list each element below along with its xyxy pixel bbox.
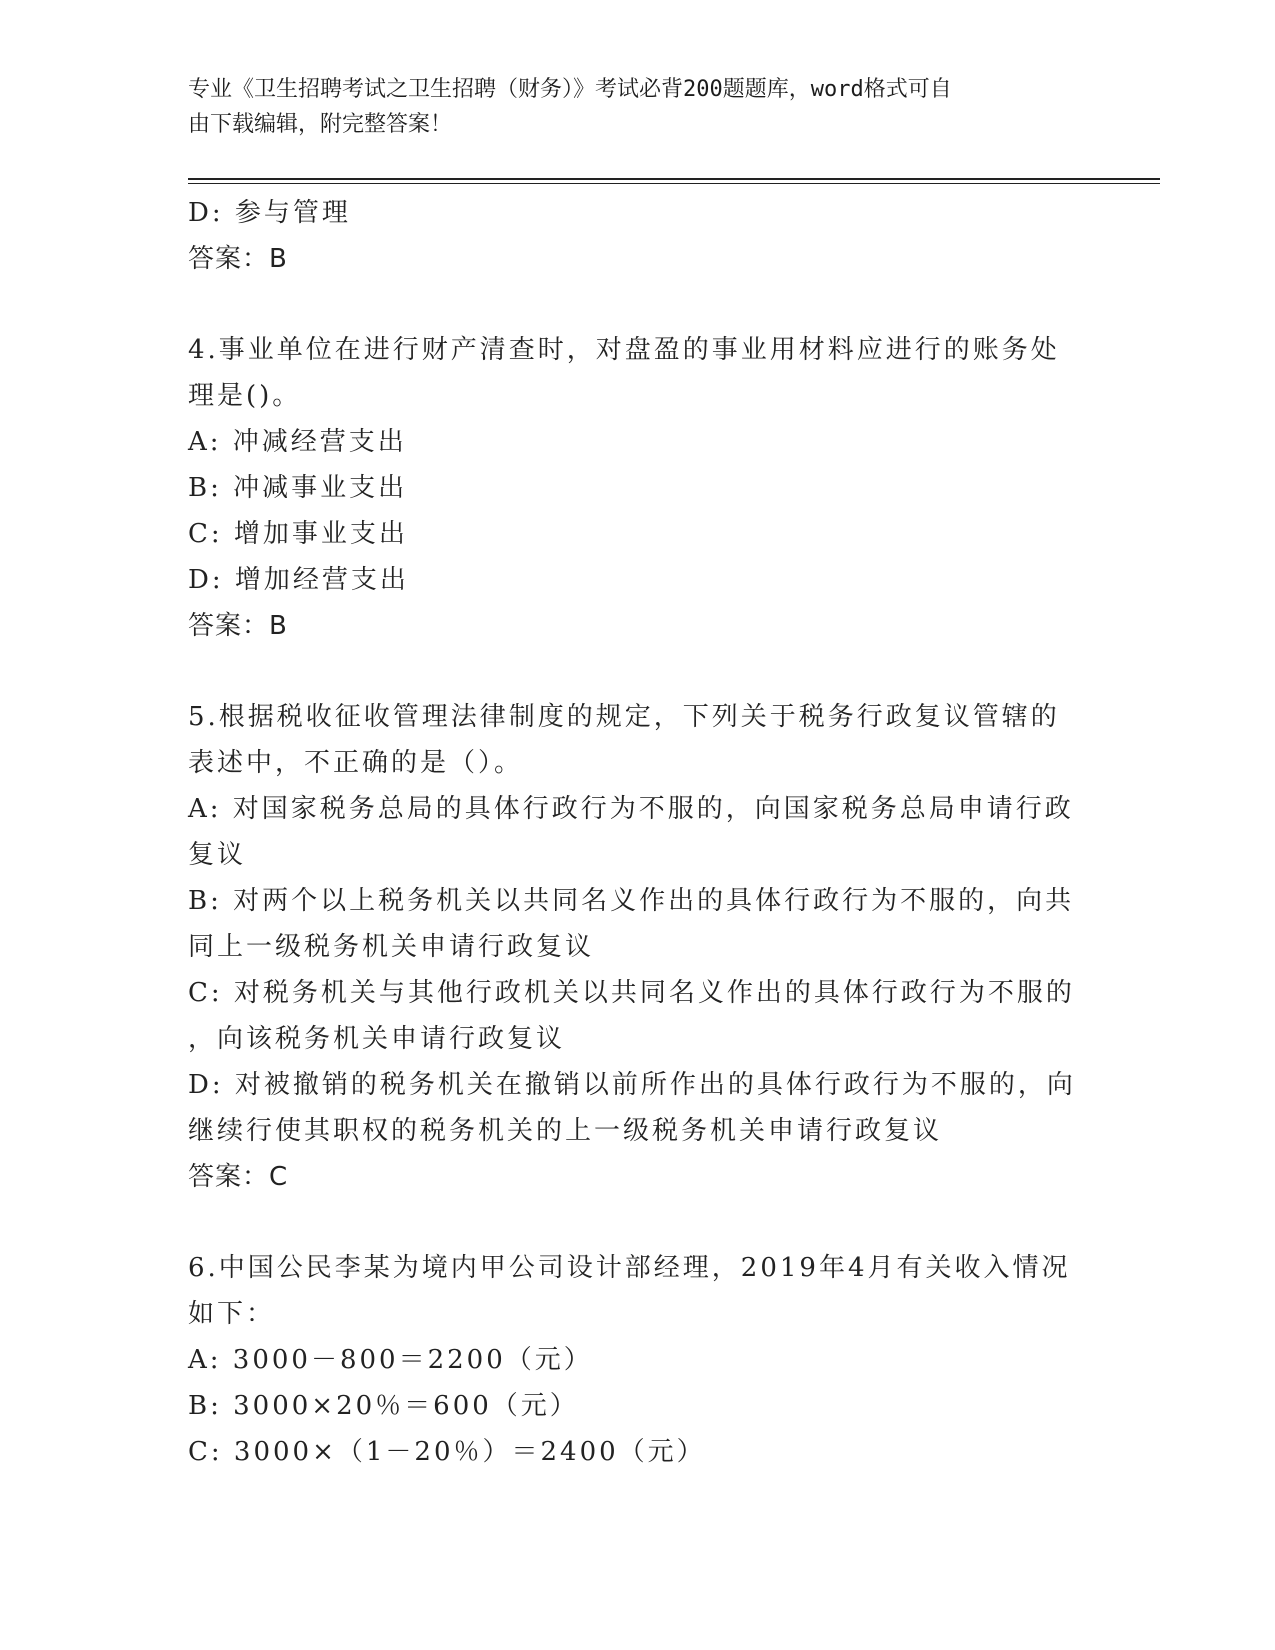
document-header <box>188 72 1068 142</box>
option-c: C: 3000×（1－20％）＝2400（元） <box>188 1437 706 1467</box>
question-5 <box>188 694 1078 1200</box>
option-b: B: 对两个以上税务机关以共同名义作出的具体行政行为不服的，向共 <box>188 886 1075 916</box>
question-6 <box>188 1245 1078 1475</box>
option-c: C: 增加事业支出 <box>188 519 408 549</box>
option-b-cont: 同上一级税务机关申请行政复议 <box>188 932 595 962</box>
question-list <box>188 190 1078 1475</box>
question-stem-cont: 理是()。 <box>188 381 302 411</box>
answer: 答案：B <box>188 244 288 274</box>
question-stem-cont: 表述中，不正确的是（）。 <box>188 748 524 778</box>
option-d: D: 参与管理 <box>188 198 351 228</box>
option-b: B: 3000×20％＝600（元） <box>188 1391 579 1421</box>
option-c-cont: ，向该税务机关申请行政复议 <box>188 1024 566 1054</box>
option-d: D: 对被撤销的税务机关在撤销以前所作出的具体行政行为不服的，向 <box>188 1070 1076 1100</box>
question-stem: 5.根据税收征收管理法律制度的规定，下列关于税务行政复议管辖的 <box>188 702 1060 732</box>
header-divider-thick <box>188 178 1160 180</box>
header-line-1: 专业《卫生招聘考试之卫生招聘（财务）》考试必背200题题库，word格式可自 <box>188 77 952 102</box>
option-d: D: 增加经营支出 <box>188 565 409 595</box>
option-a-cont: 复议 <box>188 840 247 870</box>
option-c: C: 对税务机关与其他行政机关以共同名义作出的具体行政行为不服的 <box>188 978 1075 1008</box>
question-4 <box>188 327 1078 649</box>
option-d-cont: 继续行使其职权的税务机关的上一级税务机关申请行政复议 <box>188 1116 943 1146</box>
question-stem: 4.事业单位在进行财产清查时，对盘盈的事业用材料应进行的账务处 <box>188 335 1060 365</box>
option-a: A: 冲减经营支出 <box>188 427 407 457</box>
option-a: A: 对国家税务总局的具体行政行为不服的，向国家税务总局申请行政 <box>188 794 1074 824</box>
option-b: B: 冲减事业支出 <box>188 473 408 503</box>
header-divider-thin <box>188 183 1160 184</box>
answer: 答案：C <box>188 1162 289 1192</box>
answer: 答案：B <box>188 611 288 641</box>
option-a: A: 3000－800＝2200（元） <box>188 1345 593 1375</box>
question-stem: 6.中国公民李某为境内甲公司设计部经理，2019年4月有关收入情况 <box>188 1253 1071 1283</box>
question-stem-cont: 如下： <box>188 1299 276 1329</box>
header-line-2: 由下载编辑，附完整答案！ <box>188 112 453 137</box>
question-3-tail <box>188 190 1078 282</box>
